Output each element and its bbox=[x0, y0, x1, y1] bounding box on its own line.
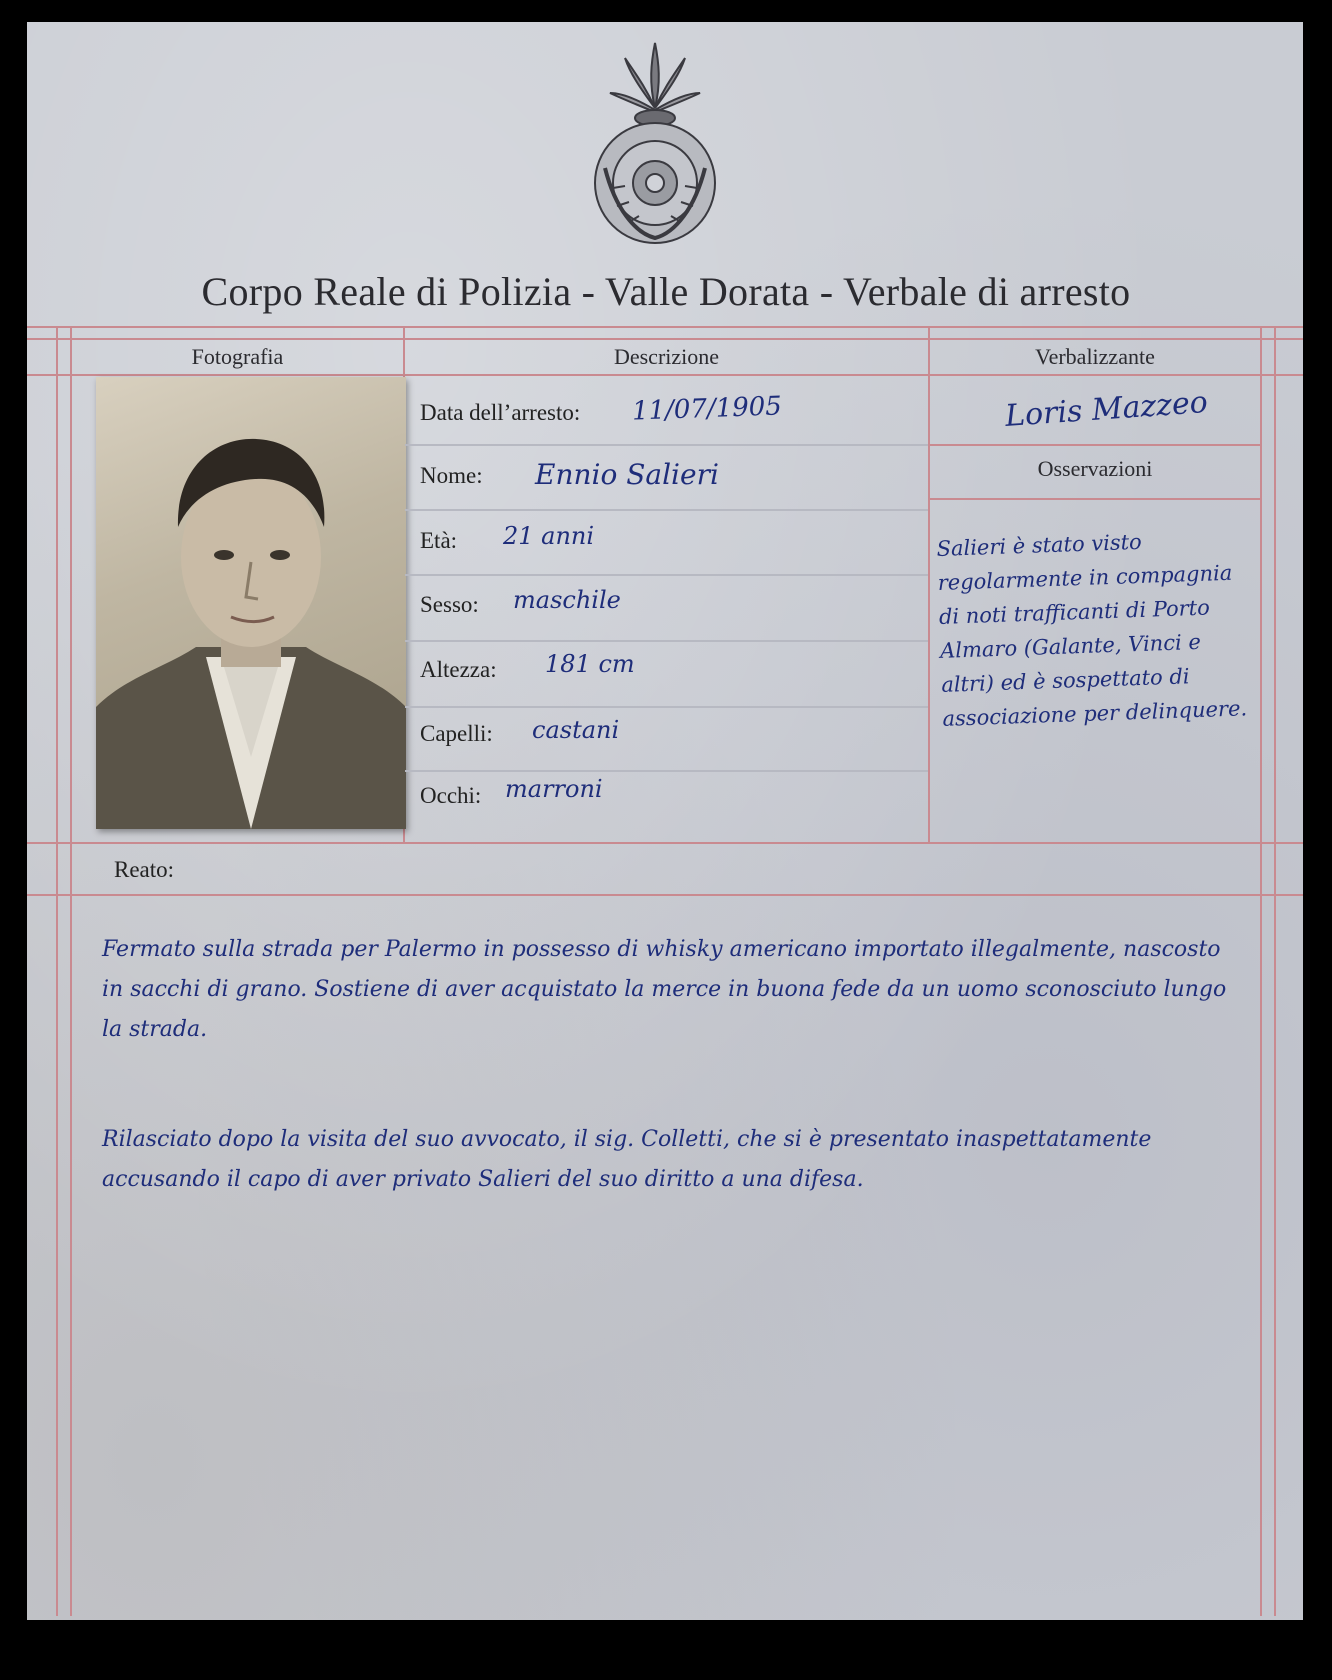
age-value: 21 anni bbox=[503, 522, 595, 550]
top-rule bbox=[27, 326, 1303, 328]
top-rule-2 bbox=[27, 338, 1303, 340]
field-divider bbox=[405, 770, 928, 772]
field-divider bbox=[405, 640, 928, 642]
sex-value: maschile bbox=[513, 586, 621, 614]
reato-top-rule bbox=[27, 842, 1303, 844]
hair-label: Capelli: bbox=[420, 721, 493, 746]
eyes-label: Occhi: bbox=[420, 783, 482, 808]
crime-label: Reato: bbox=[114, 857, 175, 882]
field-divider bbox=[405, 574, 928, 576]
field-divider bbox=[405, 509, 928, 511]
description-column-rule bbox=[928, 326, 930, 844]
field-divider bbox=[405, 706, 928, 708]
field-divider bbox=[405, 444, 928, 446]
officer-name: Loris Mazzeo bbox=[1004, 384, 1209, 435]
age-label: Età: bbox=[420, 528, 458, 553]
crime-description bbox=[102, 930, 1242, 1270]
name-label: Nome: bbox=[420, 463, 483, 488]
crime-paragraph: Rilasciato dopo la visita del suo avvocato, il sig. Colletti, che si è presentato inaspettatamente accusando il capo di aver privato Salieri del suo diritto a una difesa. bbox=[102, 1127, 1152, 1192]
arrest-date-label: Data dell’arresto: bbox=[420, 400, 581, 425]
suspect-photo bbox=[96, 377, 406, 829]
eyes-value: marroni bbox=[505, 775, 603, 803]
header-rule bbox=[27, 374, 1303, 376]
left-margin-rule bbox=[56, 326, 58, 1616]
grenade-emblem-icon bbox=[585, 38, 725, 248]
arrest-date-value: 11/07/1905 bbox=[631, 391, 783, 427]
hair-value: castani bbox=[532, 716, 620, 744]
description-column-header: Descrizione bbox=[613, 344, 720, 369]
left-margin-rule-2 bbox=[70, 326, 72, 1616]
name-value: Ennio Salieri bbox=[535, 458, 719, 491]
right-margin-rule-2 bbox=[1274, 326, 1276, 1616]
photo-column-header: Fotografia bbox=[191, 344, 284, 369]
page-title: Corpo Reale di Polizia - Valle Dorata - Verbale di arresto bbox=[201, 269, 1131, 314]
sex-label: Sesso: bbox=[420, 592, 479, 617]
observations-text: Salieri è stato visto regolarmente in compagnia di noti trafficanti di Porto Almaro (Galante, Vinci e altri) ed è sospettato di associazione per delinquere. bbox=[936, 529, 1248, 731]
reato-bottom-rule bbox=[27, 894, 1303, 896]
height-label: Altezza: bbox=[420, 657, 497, 682]
observations-header: Osservazioni bbox=[1037, 456, 1153, 481]
right-margin-rule bbox=[1260, 326, 1262, 1616]
portrait-image bbox=[96, 377, 406, 829]
height-value: 181 cm bbox=[545, 650, 635, 678]
officer-column-header: Verbalizzante bbox=[1035, 344, 1155, 369]
officer-box-rule bbox=[930, 444, 1260, 446]
crime-paragraph: Fermato sulla strada per Palermo in possesso di whisky americano importato illegalmente, nascosto in sacchi di grano. Sostiene di aver acquistato la merce in buona fede da un uomo sconosciuto lungo la strada. bbox=[102, 937, 1227, 1042]
observations-box-rule bbox=[930, 498, 1260, 500]
